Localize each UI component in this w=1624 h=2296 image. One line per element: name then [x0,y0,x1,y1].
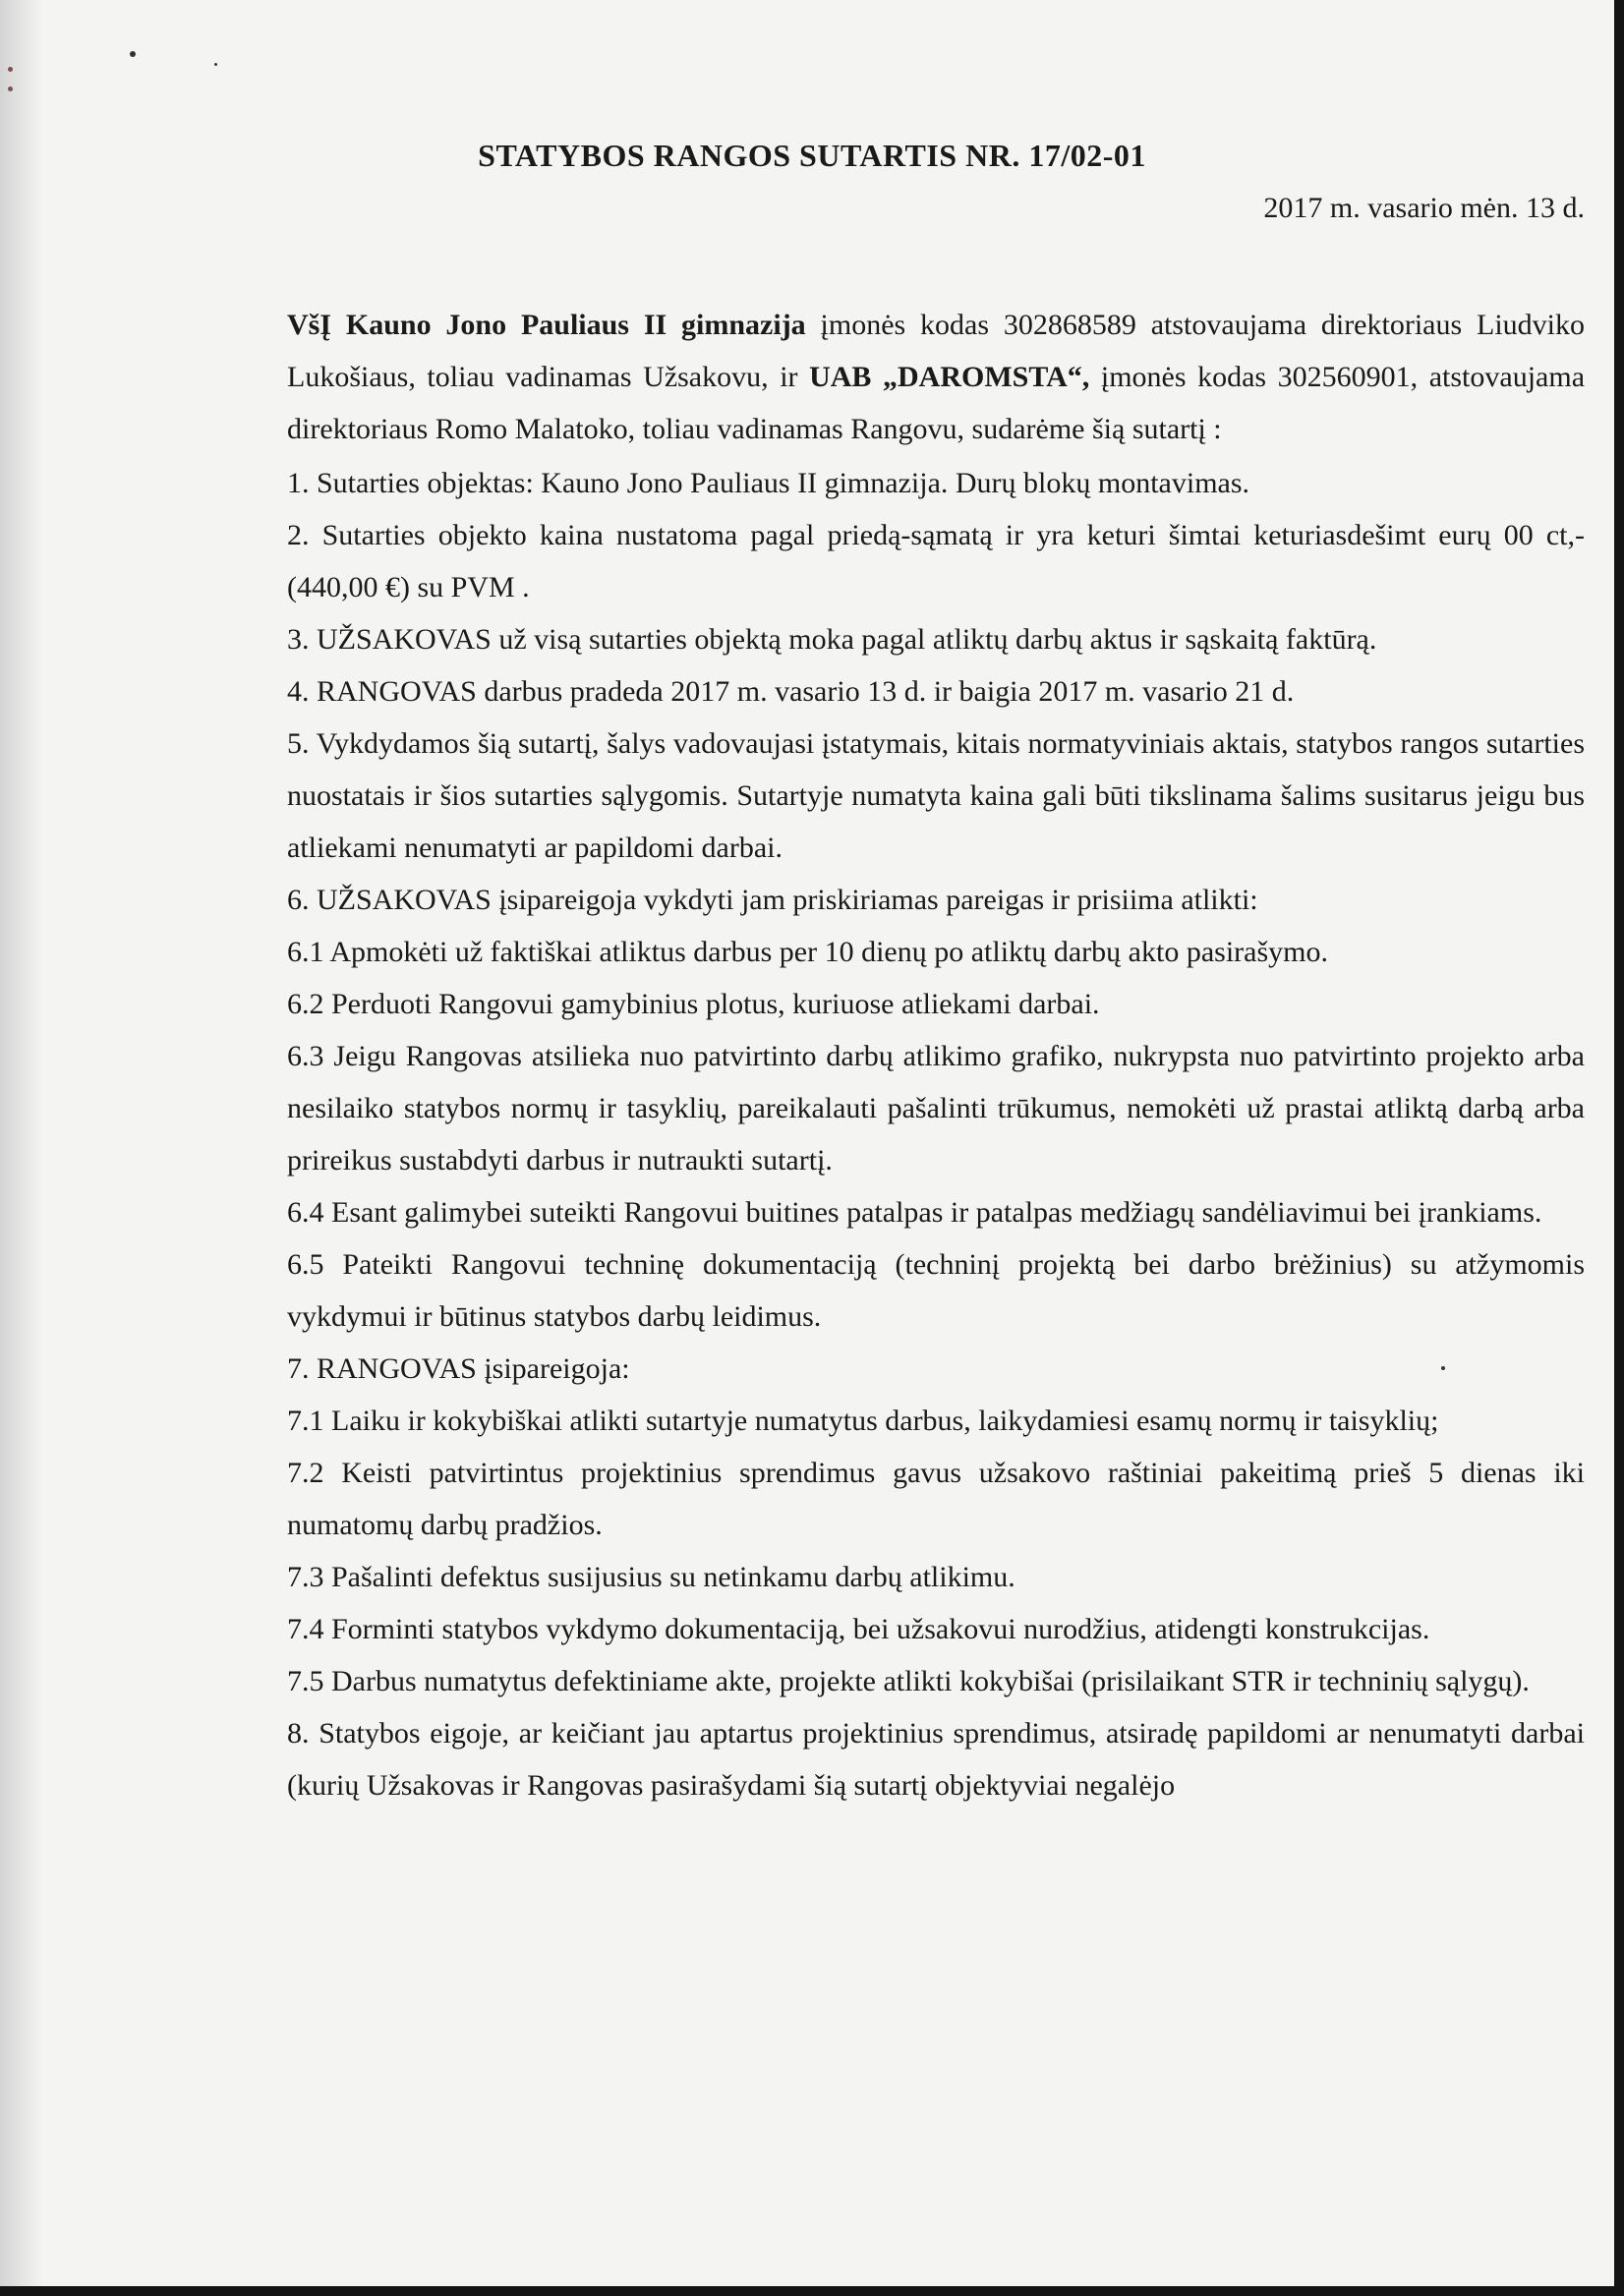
clause-4: 4. RANGOVAS darbus pradeda 2017 m. vasario 13 d. ir baigia 2017 m. vasario 21 d. [287,675,1295,708]
scan-right-edge [1614,0,1624,2296]
contractor-name: UAB „DAROMSTA“, [809,361,1090,393]
contract-body [287,299,1585,1811]
clause-8: 8. Statybos eigoje, ar keičiant jau aptartus projektinius sprendimus, atsiradę papildomi ar nenumatyti darbai (kurių Užsakovas ir Rangovas pasirašydami šią sutartį objektyviai negalėjo [287,1717,1585,1802]
clause-6: 6. UŽSAKOVAS įsipareigoja vykdyti jam priskiriamas pareigas ir prisiima atlikti: [287,884,1258,916]
clause-7-2: 7.2 Keisti patvirtintus projektinius sprendimus gavus užsakovo raštiniai pakeitimą prieš 5 dienas iki numatomų darbų pradžios. [287,1457,1585,1541]
clause-7-3: 7.3 Pašalinti defektus susijusius su netinkamu darbų atlikimu. [287,1561,1015,1593]
scan-speck [8,86,13,91]
clause-6-1: 6.1 Apmokėti už faktiškai atliktus darbus per 10 dienų po atliktų darbų akto pasirašymo. [287,936,1328,968]
contract-date: 2017 m. vasario mėn. 13 d. [1263,192,1585,224]
scan-speck [214,63,217,66]
clause-6-4: 6.4 Esant galimybei suteikti Rangovui buitines patalpas ir patalpas medžiagų sandėliavimui bei įrankiams. [287,1196,1542,1229]
intro-text-2: įmonės kodas 302560901, atstovaujama direktoriaus Romo Malatoko, toliau vadinamas Rangovu, sudarėme šią sutartį : [287,361,1586,445]
intro-text-1: įmonės kodas 302868589 atstovaujama direktoriaus Liudviko Lukošiaus, toliau vadinamas Užsakovu, ir [287,309,1585,393]
intro-paragraph [287,299,1585,455]
clause-7-5: 7.5 Darbus numatytus defektiniame akte, projekte atlikti kokybišai (prisilaikant STR ir techninių sąlygų). [287,1665,1530,1697]
clause-1: 1. Sutarties objektas: Kauno Jono Pauliaus II gimnazija. Durų blokų montavimas. [287,467,1250,499]
clause-7-1: 7.1 Laiku ir kokybiškai atlikti sutartyje numatytus darbus, laikydamiesi esamų normų ir taisyklių; [287,1405,1439,1437]
clause-6-5: 6.5 Pateikti Rangovui techninę dokumentaciją (techninį projektą bei darbo brėžinius) su atžymomis vykdymui ir būtinus statybos darbų leidimus. [287,1248,1585,1333]
clause-6-2: 6.2 Perduoti Rangovui gamybinius plotus, kuriuose atliekami darbai. [287,988,1100,1020]
scan-speck [8,67,13,72]
scan-bottom-edge [0,2286,1624,2296]
clause-7: 7. RANGOVAS įsipareigoja: [287,1352,630,1385]
clause-5: 5. Vykdydamos šią sutartį, šalys vadovaujasi įstatymais, kitais normatyviniais aktais, statybos rangos sutarties nuostatais ir šios sutarties sąlygomis. Sutartyje numatyta kaina gali būti tikslinama šalims susitarus jeigu bus atliekami nenumatyti ar papildomi darbai. [287,727,1585,864]
clause-2: 2. Sutarties objekto kaina nustatoma pagal priedą-sąmatą ir yra keturi šimtai keturiasdešimt eurų 00 ct,- (440,00 €) su PVM . [287,519,1585,603]
scan-left-edge [0,0,43,2296]
clause-3: 3. UŽSAKOVAS už visą sutarties objektą moka pagal atliktų darbų aktus ir sąskaitą faktūrą. [287,623,1377,656]
contract-title: STATYBOS RANGOS SUTARTIS NR. 17/02-01 [478,138,1146,173]
clause-6-3: 6.3 Jeigu Rangovas atsilieka nuo patvirtinto darbų atlikimo grafiko, nukrypsta nuo patvirtinto projekto arba nesilaiko statybos normų ir tasyklių, pareikalauti pašalinti trūkumus, nemokėti už prastai atliktą darbą arba prireikus sustabdyti darbus ir nutraukti sutartį. [287,1040,1585,1177]
customer-name: VšĮ Kauno Jono Pauliaus II gimnazija [287,309,806,341]
scan-speck [130,51,136,57]
clause-7-4: 7.4 Forminti statybos vykdymo dokumentaciją, bei užsakovui nurodžius, atidengti konstrukcijas. [287,1613,1430,1645]
